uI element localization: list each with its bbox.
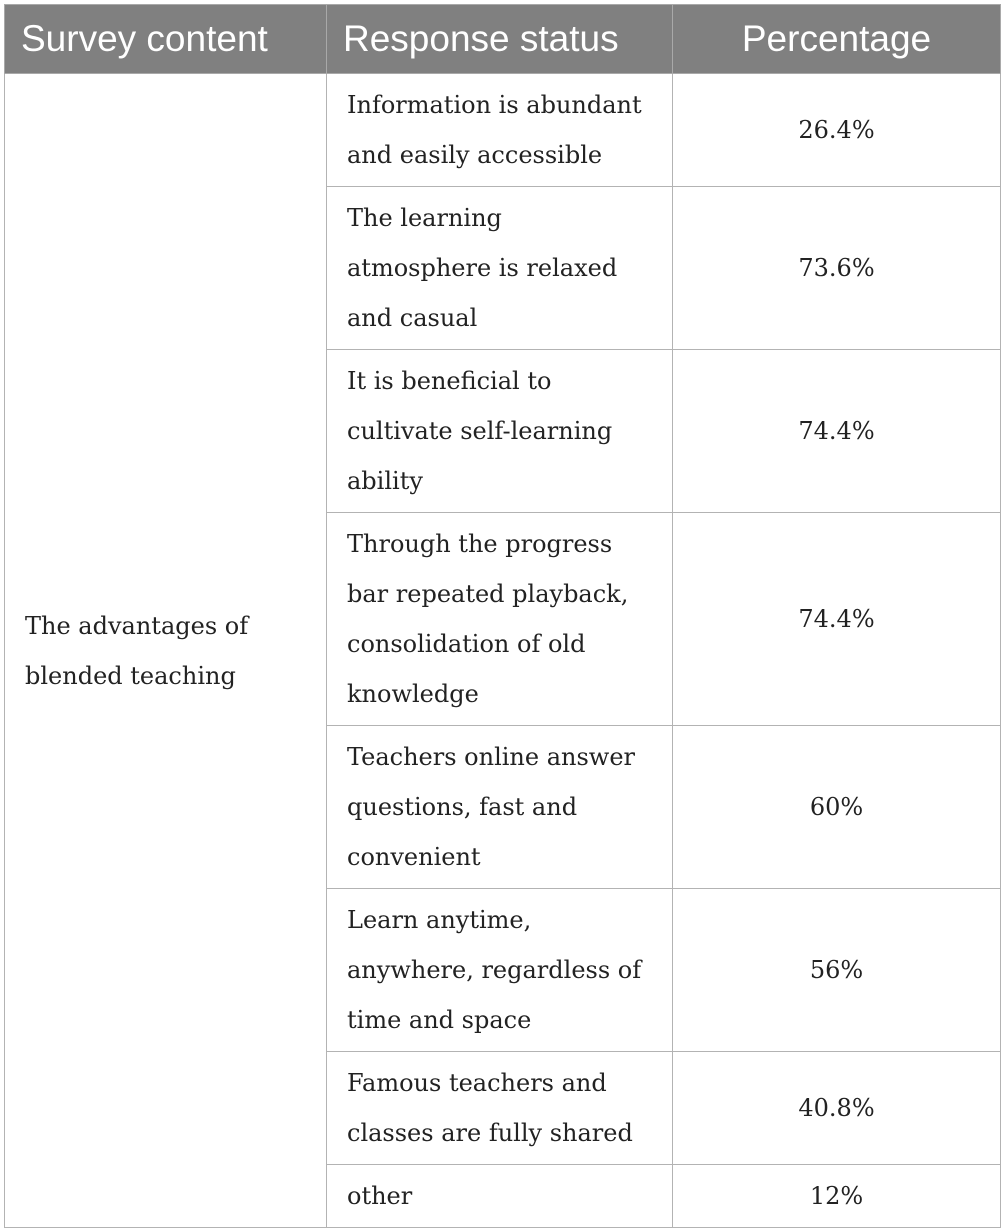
response-status-cell: The learning atmosphere is relaxed and casual [327, 187, 673, 350]
table-body [5, 74, 1001, 1228]
percentage-cell: 60% [673, 726, 1001, 889]
percentage-cell: 12% [673, 1165, 1001, 1228]
header-row [5, 5, 1001, 74]
survey-table [4, 4, 1001, 1228]
header-percentage: Percentage [673, 5, 1001, 74]
header-survey-content: Survey content [5, 5, 327, 74]
percentage-cell: 74.4% [673, 350, 1001, 513]
table-header [5, 5, 1001, 74]
response-status-cell: Information is abundant and easily accessible [327, 74, 673, 187]
survey-content-cell: The advantages of blended teaching [5, 74, 327, 1228]
response-status-cell: other [327, 1165, 673, 1228]
percentage-cell: 74.4% [673, 513, 1001, 726]
percentage-cell: 26.4% [673, 74, 1001, 187]
header-response-status: Response status [327, 5, 673, 74]
response-status-cell: Teachers online answer questions, fast and convenient [327, 726, 673, 889]
table-row [5, 74, 1001, 187]
percentage-cell: 40.8% [673, 1052, 1001, 1165]
response-status-cell: Through the progress bar repeated playback, consolidation of old knowledge [327, 513, 673, 726]
response-status-cell: Famous teachers and classes are fully shared [327, 1052, 673, 1165]
response-status-cell: It is beneficial to cultivate self-learning ability [327, 350, 673, 513]
percentage-cell: 73.6% [673, 187, 1001, 350]
percentage-cell: 56% [673, 889, 1001, 1052]
response-status-cell: Learn anytime, anywhere, regardless of time and space [327, 889, 673, 1052]
